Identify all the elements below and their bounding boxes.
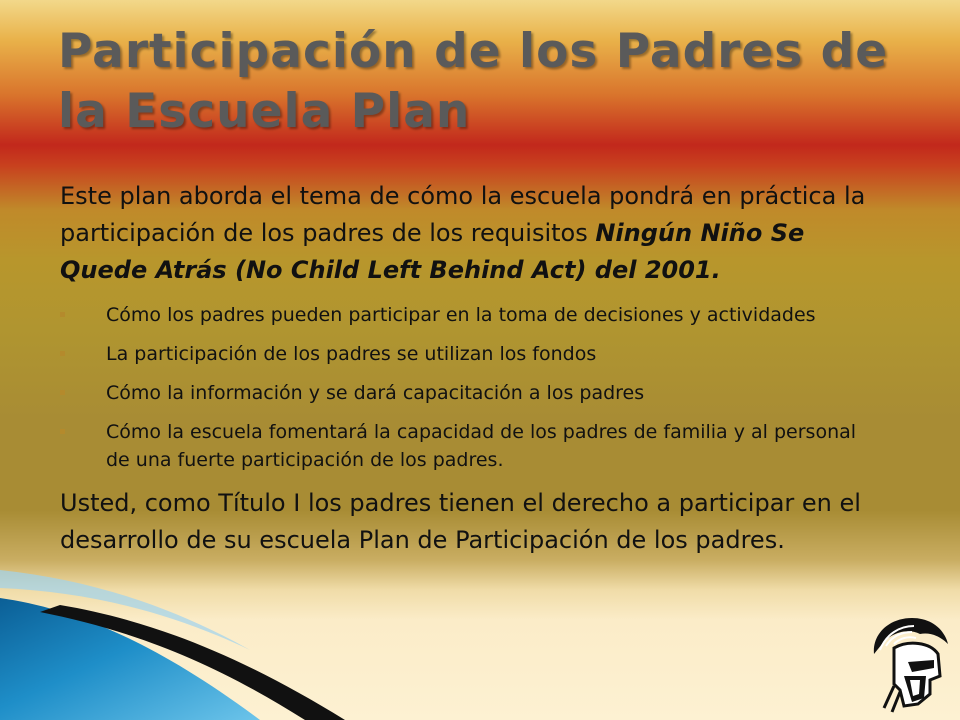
bullet-text: Cómo los padres pueden participar en la toma de decisiones y actividades [106, 304, 816, 326]
bullet-square-icon [60, 429, 65, 434]
bullet-square-icon [60, 312, 65, 317]
closing-paragraph: Usted, como Título I los padres tienen el derecho a participar en el desarrollo de su escuela Plan de Participación de los padres. [60, 489, 861, 554]
bullet-text: Cómo la escuela fomentará la capacidad de los padres de familia y al personal de una fuerte participación de los padres. [106, 421, 857, 471]
list-item [60, 418, 880, 474]
slide-title: Participación de los Padres de la Escuela Plan [58, 24, 889, 139]
bullet-square-icon [60, 390, 65, 395]
list-item [60, 379, 880, 407]
spartan-helmet-icon [864, 614, 954, 714]
list-item [60, 340, 880, 368]
lead-text: Este plan aborda el tema de cómo la escuela pondrá en práctica la participación de los padres de los requisitos [60, 182, 866, 247]
list-item [60, 301, 880, 329]
bullet-text: La participación de los padres se utilizan los fondos [106, 343, 597, 365]
decorative-wave [0, 560, 960, 720]
lead-emphasis: Ningún Niño Se Quede Atrás (No Child Left Behind Act) del 2001. [60, 219, 805, 284]
bullet-square-icon [60, 351, 65, 356]
lead-paragraph [60, 178, 880, 289]
slide-content [60, 178, 880, 559]
bullet-list [60, 301, 880, 474]
bullet-text: Cómo la información y se dará capacitación a los padres [106, 382, 645, 404]
